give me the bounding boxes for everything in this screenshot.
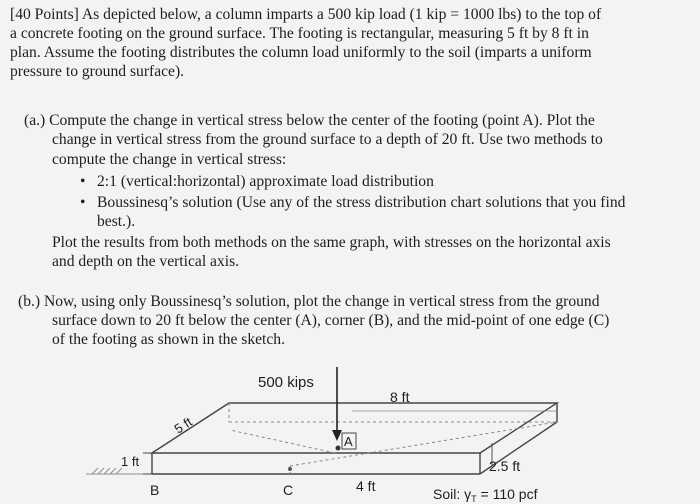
ground-hatch xyxy=(86,468,154,474)
point-a-label: A xyxy=(344,434,353,449)
intro-line-2: a concrete footing on the ground surface. The footing is rectangular, measuring 5 ft by 8 ft in xyxy=(10,25,589,42)
point-a-marker xyxy=(336,446,341,451)
point-c-marker xyxy=(288,467,292,471)
thickness-marker xyxy=(143,453,152,474)
dim-1ft-label: 1 ft xyxy=(121,454,140,469)
intro-line-1: [40 Points] As depicted below, a column imparts a 500 kip load (1 kip = 1000 lbs) to the top of xyxy=(10,6,602,23)
soil-label: Soil: $\gamma_T = 110$ pcf xyxy=(433,486,538,504)
bullet-dot: • xyxy=(80,173,86,190)
load-label: 500 kips xyxy=(258,374,314,391)
bullet-2to1: 2:1 (vertical:horizontal) approximate load distribution xyxy=(97,173,434,190)
intro-line-4: pressure to ground surface). xyxy=(10,63,185,80)
point-b-label: B xyxy=(150,482,160,498)
dim-8ft-label: 8 ft xyxy=(390,389,410,405)
dim-4ft-label: 4 ft xyxy=(356,478,376,494)
intro-line-3: plan. Assume the footing distributes the column load uniformly to the soil (imparts a uniform xyxy=(10,44,592,61)
load-arrow xyxy=(332,367,342,441)
part-a-line-3: compute the change in vertical stress: xyxy=(52,151,287,168)
part-b-line-3: of the footing as shown in the sketch. xyxy=(52,331,286,348)
bullet-dot: • xyxy=(80,194,86,211)
dim-5ft-label: 5 ft xyxy=(171,414,195,437)
part-a-line-1: (a.) Compute the change in vertical stress below the center of the footing (point A). Plot the xyxy=(24,112,595,129)
part-b-line-2: surface down to 20 ft below the center (A), corner (B), and the mid-point of one edge (C) xyxy=(52,312,610,329)
part-b-line-1: (b.) Now, using only Boussinesq’s solution, plot the change in vertical stress from the ground xyxy=(18,293,600,310)
part-a-line-5: and depth on the vertical axis. xyxy=(52,253,240,270)
point-c-label: C xyxy=(283,482,294,498)
bullet-boussinesq: Boussinesq’s solution (Use any of the stress distribution chart solutions that you find xyxy=(97,194,626,211)
part-a-line-2: change in vertical stress from the ground surface to a depth of 20 ft. Use two methods to xyxy=(52,131,603,148)
bullet-boussinesq-cont: best.). xyxy=(97,213,136,230)
part-a-line-4: Plot the results from both methods on the same graph, with stresses on the horizontal axis xyxy=(52,234,611,251)
dim-2-5ft-label: 2.5 ft xyxy=(489,458,521,474)
